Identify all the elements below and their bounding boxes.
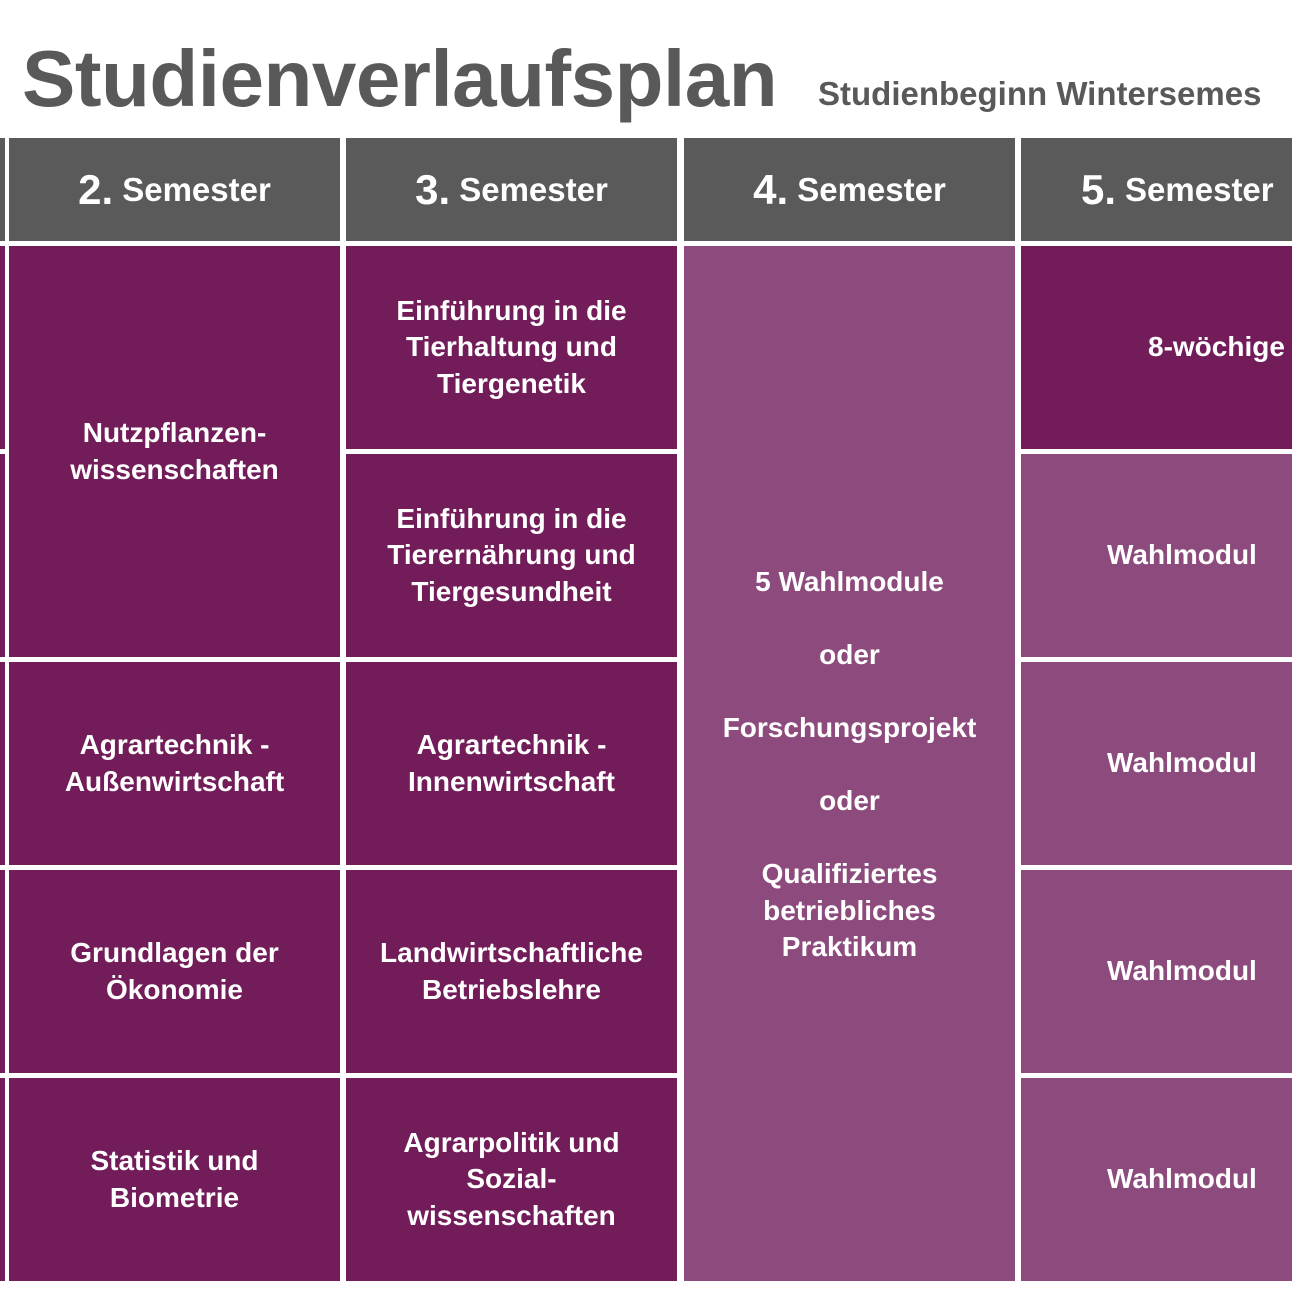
semester-label: Semester — [459, 170, 608, 208]
module-agrarpolitik-sozialwissenschaften: Agrarpolitik und Sozial- wissenschaften — [346, 1078, 677, 1281]
semester-3-header — [346, 138, 677, 241]
semester-label: Semester — [797, 170, 946, 208]
module-statistik-biometrie: Statistik und Biometrie — [9, 1078, 340, 1281]
option-forschungsprojekt: Forschungsprojekt — [722, 712, 977, 743]
module-wahlmodul: Wahlmodul — [1021, 870, 1292, 1073]
semester-5-header — [1021, 138, 1292, 241]
module-tierernaehrung-tiergesundheit: Einführung in die Tierernährung und Tiergesundheit — [346, 454, 677, 657]
column-1-header-edge — [0, 138, 5, 241]
option-praktikum: Qualifiziertes betriebliches Praktikum — [761, 858, 938, 962]
module-wahlmodul: Wahlmodul — [1021, 662, 1292, 865]
module-agrartechnik-aussenwirtschaft: Agrartechnik - Außenwirtschaft — [9, 662, 340, 865]
module-8-woechige: 8-wöchige — [1021, 246, 1292, 449]
module-wahlmodul: Wahlmodul — [1021, 1078, 1292, 1281]
semester-number: 3. — [415, 165, 451, 213]
module-wahlmodul: Wahlmodul — [1021, 454, 1292, 657]
page-title: Studienverlaufsplan — [22, 34, 778, 123]
semester-4-header — [684, 138, 1015, 241]
column-1-cell-edge — [0, 246, 5, 449]
page-subtitle: Studienbeginn Wintersemes — [818, 75, 1262, 112]
column-1-cell-edge — [0, 662, 5, 865]
option-separator: oder — [819, 785, 880, 816]
module-nutzpflanzenwissenschaften: Nutzpflanzen- wissenschaften — [9, 246, 340, 657]
module-grundlagen-oekonomie: Grundlagen der Ökonomie — [9, 870, 340, 1073]
module-betriebslehre: Landwirtschaftliche Betriebslehre — [346, 870, 677, 1073]
semester-label: Semester — [122, 170, 271, 208]
semester-number: 2. — [78, 165, 114, 213]
module-tierhaltung-tiergenetik: Einführung in die Tierhaltung und Tiergenetik — [346, 246, 677, 449]
module-agrartechnik-innenwirtschaft: Agrartechnik - Innenwirtschaft — [346, 662, 677, 865]
semester-number: 5. — [1081, 165, 1117, 213]
semester-4-options — [684, 246, 1015, 1281]
semester-2-header — [9, 138, 340, 241]
semester-label: Semester — [1125, 170, 1274, 208]
column-1-cell-edge — [0, 454, 5, 657]
column-1-cell-edge — [0, 870, 5, 1073]
option-wahlmodule: 5 Wahlmodule — [755, 566, 944, 597]
option-separator: oder — [819, 639, 880, 670]
semester-number: 4. — [753, 165, 789, 213]
column-1-cell-edge — [0, 1078, 5, 1281]
